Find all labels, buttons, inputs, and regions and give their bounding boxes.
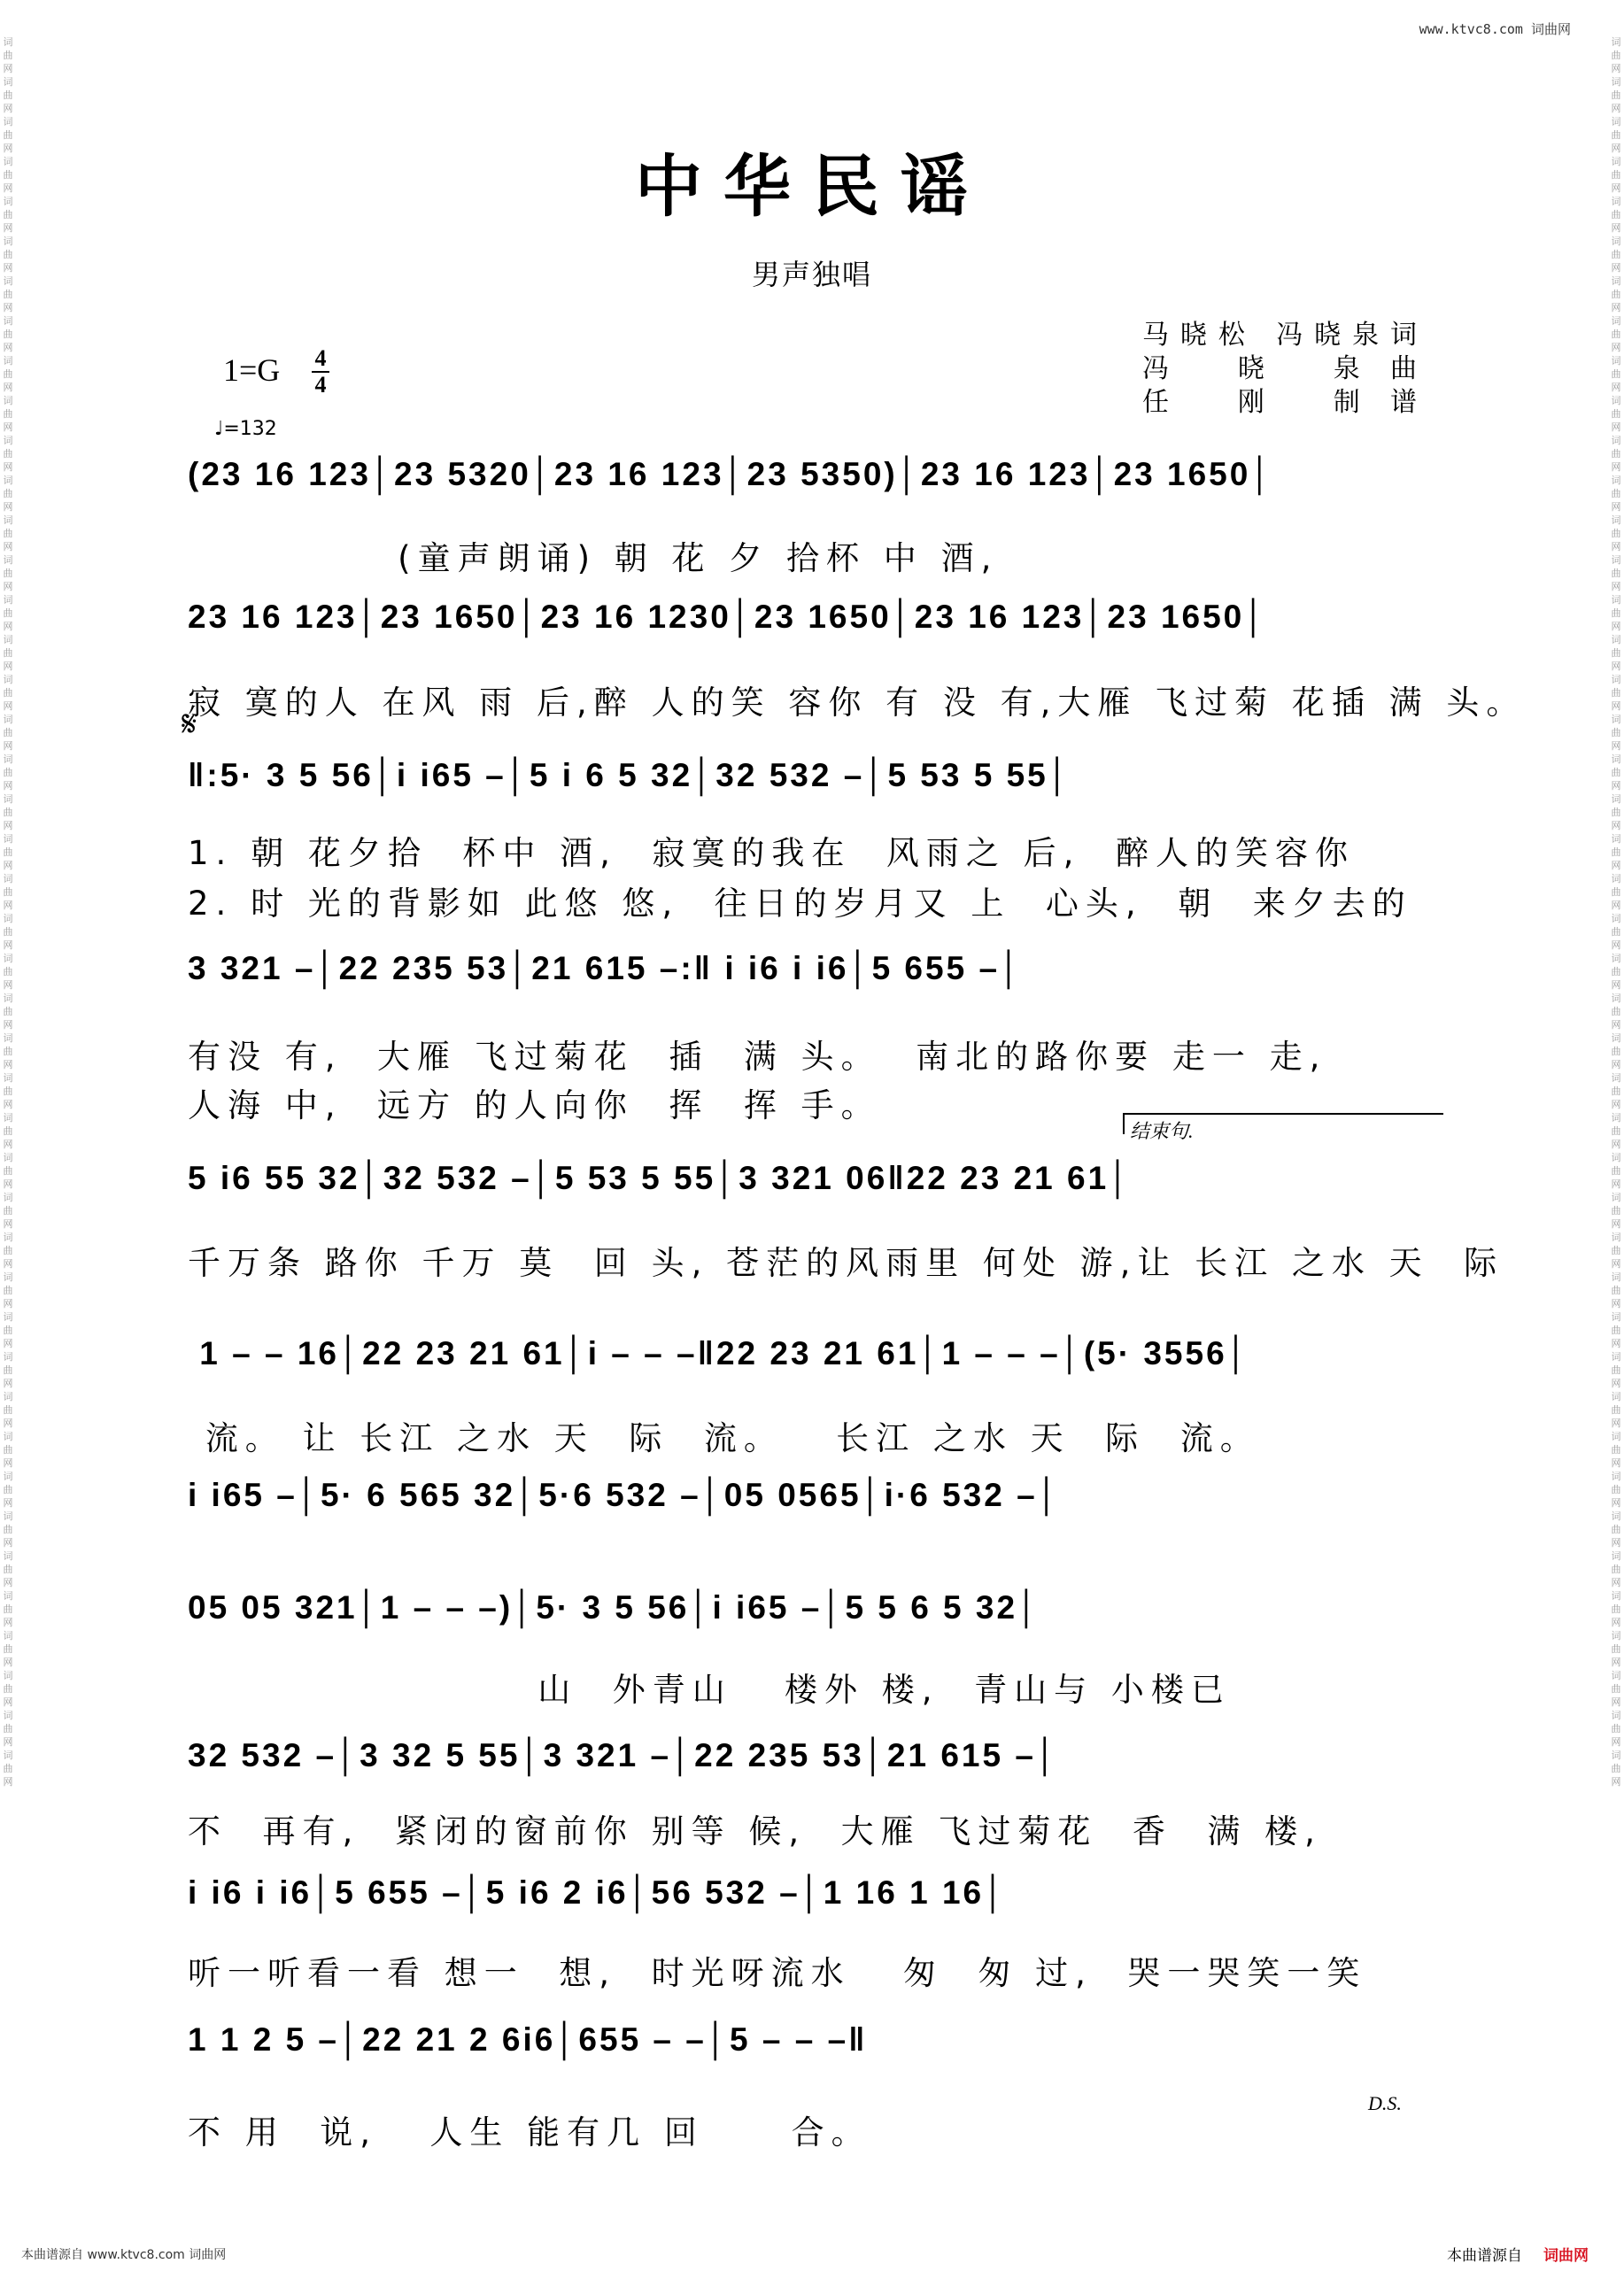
time-signature-top: 4 — [314, 345, 327, 371]
notation-line: 1 – – 16│22 23 21 61│i – – –‖22 23 21 61│1 – – –│(5· 3556│ — [188, 1335, 1250, 1371]
key-signature: 1=G — [223, 352, 281, 388]
credit-lyricists: 马晓松 冯晓泉词 — [1142, 320, 1417, 351]
ending-bracket — [1123, 1113, 1443, 1142]
lyric-line: 人海 中, 远方 的人向你 挥 挥 手。 — [188, 1086, 881, 1124]
lyric-line: 寂 寞的人 在风 雨 后,醉 人的笑 容你 有 没 有,大雁 飞过菊 花插 满 头。 — [188, 684, 1527, 722]
notation-line: i i6 i i6│5 655 –│5 i6 2 i6│56 532 –│1 16 1 16│ — [188, 1874, 1008, 1911]
site-logo-text: 词曲网 — [1543, 2247, 1589, 2265]
notation-line: 1 1 2 5 –│22 21 2 6i6│655 – –│5 – – –‖ — [188, 2021, 868, 2058]
time-signature-bottom: 4 — [314, 372, 327, 398]
lyric-line: 有没 有, 大雁 飞过菊花 插 满 头。 南北的路你要 走一 走, — [188, 1038, 1327, 1076]
time-signature — [312, 347, 329, 397]
song-title: 中华民谣 — [635, 147, 989, 226]
lyric-line: 流。 让 长江 之水 天 际 流。 长江 之水 天 际 流。 — [188, 1419, 1260, 1457]
ds-mark: D.S. — [1368, 2092, 1402, 2114]
ending-label: 结束句. — [1130, 1120, 1194, 1142]
lyric-line: 2. 时 光的背影如 此悠 悠, 往日的岁月又 上 心头, 朝 来夕去的 — [188, 885, 1412, 923]
credit-transcriber: 任 刚 制谱 — [1142, 387, 1417, 418]
tempo-mark: ♩=132 — [214, 418, 277, 440]
top-url-watermark: www.ktvc8.com 词曲网 — [1419, 21, 1571, 37]
notation-line: 5 i6 55 32│32 532 –│5 53 5 55│3 321 06‖22 23 21 61│ — [188, 1160, 1133, 1196]
source-label: 本曲谱源自 — [1447, 2247, 1522, 2265]
notation-line: ‖:5· 3 5 56│i i65 –│5 i 6 5 32│32 532 –│5 53 5 55│ — [188, 757, 1071, 793]
side-watermark-right: 词曲网词曲网词曲网词曲网词曲网词曲网词曲网词曲网词曲网词曲网词曲网词曲网词曲网词曲网词曲网词曲网词曲网词曲网词曲网词曲网词曲网词曲网词曲网词曲网词曲网词曲网词曲网词曲网词曲网词曲网词曲网词曲网词曲网词曲网词曲网词曲网词曲网词曲网词曲网词曲网词曲网词曲网词曲网词曲网 — [1611, 36, 1621, 1788]
bottom-right-source — [1447, 2243, 1589, 2265]
lyric-line: 1. 朝 花夕拾 杯中 酒, 寂寞的我在 风雨之 后, 醉人的笑容你 — [188, 834, 1355, 872]
side-watermark-left: 词曲网词曲网词曲网词曲网词曲网词曲网词曲网词曲网词曲网词曲网词曲网词曲网词曲网词曲网词曲网词曲网词曲网词曲网词曲网词曲网词曲网词曲网词曲网词曲网词曲网词曲网词曲网词曲网词曲网词曲网词曲网词曲网词曲网词曲网词曲网词曲网词曲网词曲网词曲网词曲网词曲网词曲网词曲网词曲网 — [3, 36, 13, 1788]
notation-line: 32 532 –│3 32 5 55│3 321 –│22 235 53│21 615 –│ — [188, 1737, 1060, 1773]
notation-line: i i65 –│5· 6 565 32│5·6 532 –│05 0565│i·6 532 –│ — [188, 1477, 1061, 1513]
notation-line: 3 321 –│22 235 53│21 615 –:‖ i i6 i i6│5 655 –│ — [188, 950, 1024, 986]
bottom-url-watermark: 本曲谱源自 www.ktvc8.com 词曲网 — [21, 2248, 227, 2262]
notation-line: 23 16 123│23 1650│23 16 1230│23 1650│23 16 123│23 1650│ — [188, 599, 1268, 635]
lyric-line: 听一听看一看 想一 想, 时光呀流水 匆 匆 过, 哭一哭笑一笑 — [188, 1954, 1367, 1992]
lyric-line: 不 用 说, 人生 能有几 回 合。 — [188, 2113, 871, 2152]
lyric-line: (童声朗诵) 朝 花 夕 拾杯 中 酒, — [188, 539, 999, 577]
lyric-line: 山 外青山 楼外 楼, 青山与 小楼已 — [188, 1671, 1231, 1709]
credits — [1142, 319, 1417, 420]
lyric-line: 不 再有, 紧闭的窗前你 别等 候, 大雁 飞过菊花 香 满 楼, — [188, 1812, 1322, 1850]
lyric-line: 千万条 路你 千万 莫 回 头, 苍茫的风雨里 何处 游,让 长江 之水 天 际 — [188, 1244, 1504, 1282]
notation-line: (23 16 123│23 5320│23 16 123│23 5350)│23 16 123│23 1650│ — [188, 456, 1274, 492]
credit-composer: 冯 晓 泉曲 — [1142, 353, 1417, 384]
notation-line: 05 05 321│1 – – –)│5· 3 5 56│i i65 –│5 5 6 5 32│ — [188, 1589, 1041, 1626]
segno-sign: 𝄋 — [182, 704, 197, 745]
song-subtitle: 男声独唱 — [751, 258, 872, 291]
